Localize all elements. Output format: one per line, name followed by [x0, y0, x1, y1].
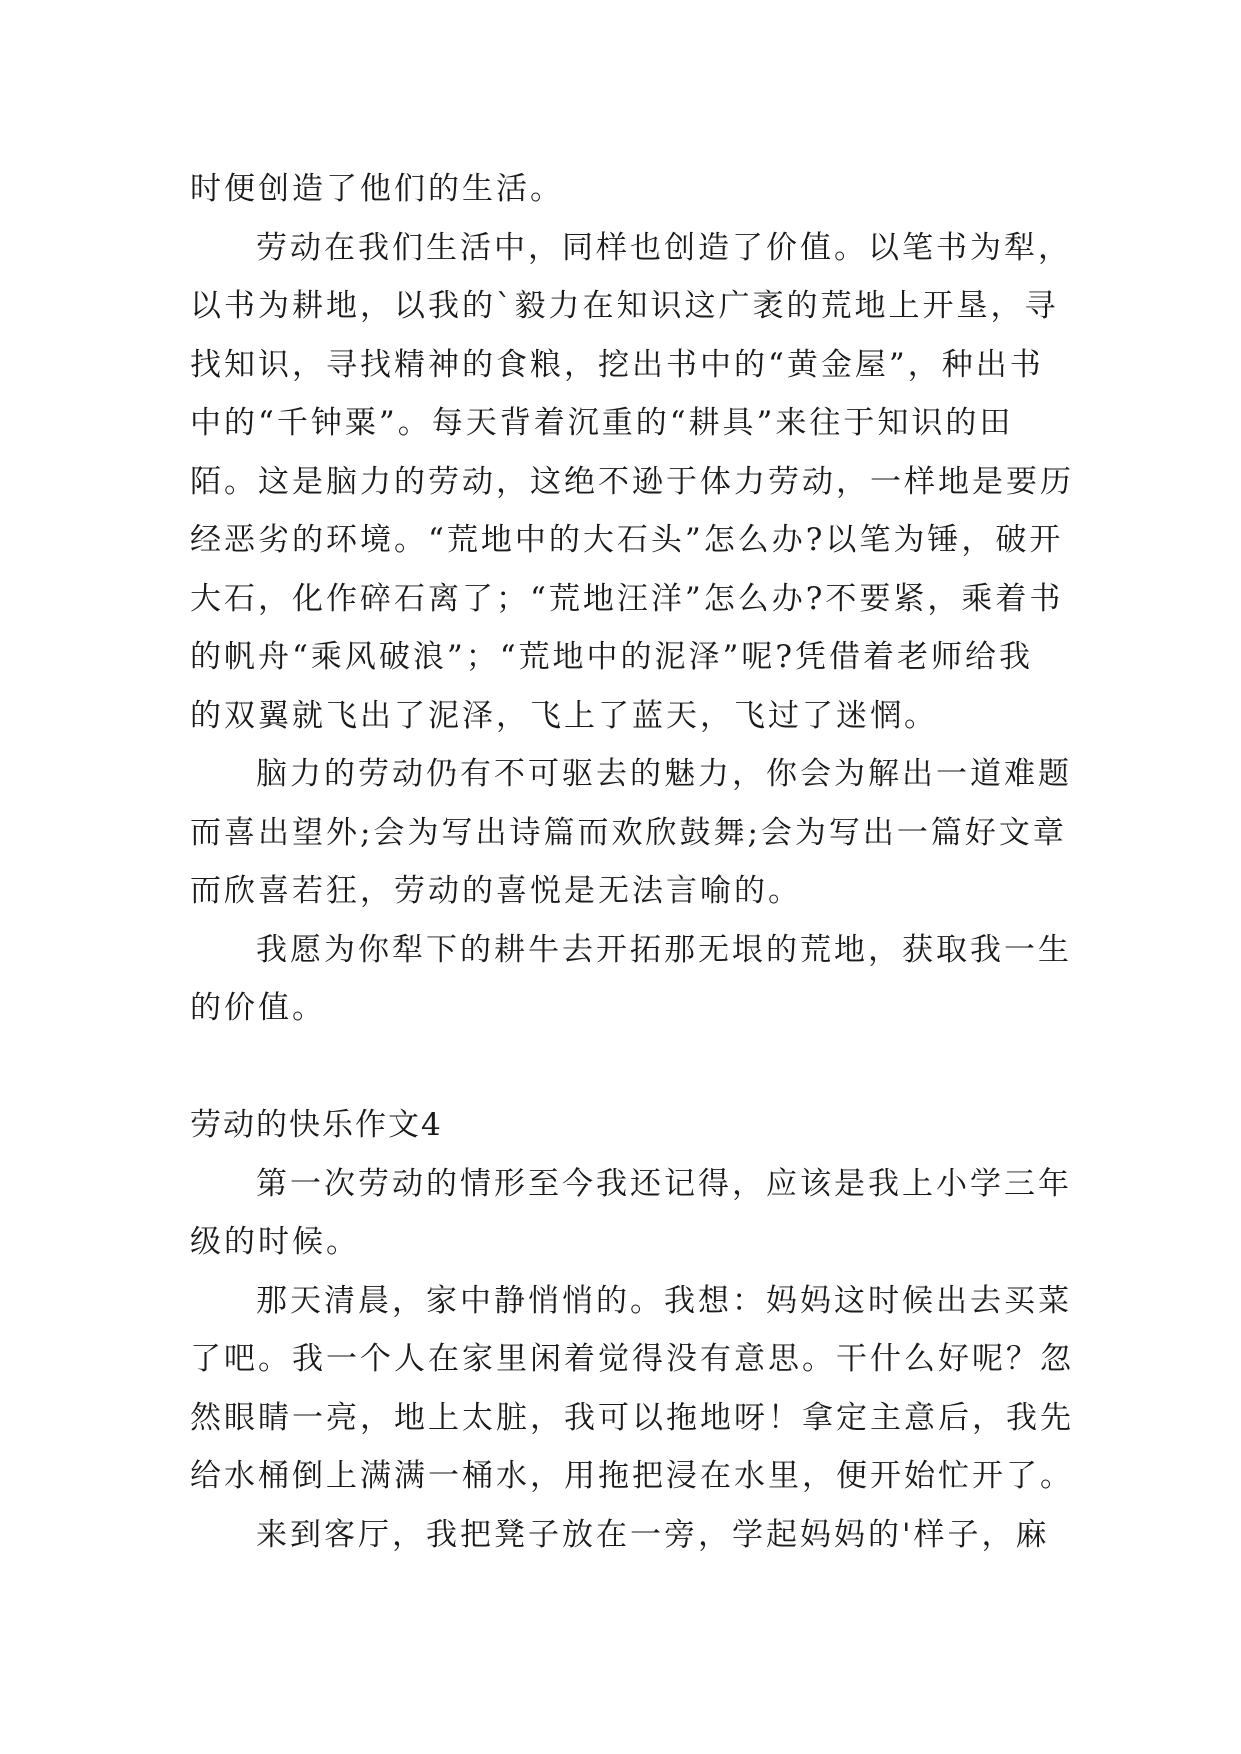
text-line: 我愿为你犁下的耕牛去开拓那无垠的荒地，获取我一生: [256, 931, 1072, 968]
text-line: 了吧。我一个人在家里闲着觉得没有意思。干什么好呢？忽: [190, 1341, 1074, 1377]
paragraph-2: [190, 219, 1074, 746]
section-heading: 劳动的快乐作文4: [190, 1107, 443, 1143]
text-line: 给水桶倒上满满一桶水，用拖把浸在水里，便开始忙开了。: [190, 1458, 1074, 1494]
text-line: 第一次劳动的情形至今我还记得，应该是我上小学三年: [256, 1165, 1072, 1202]
text-line: 来到客厅，我把凳子放在一旁，学起妈妈的'样子，麻: [256, 1516, 1050, 1553]
paragraph-7: [190, 1506, 1070, 1565]
paragraph-4: [190, 921, 1070, 1038]
text-line: 脑力的劳动仍有不可驱去的魅力，你会为解出一道难题: [256, 756, 1072, 792]
text-line: 以书为耕地，以我的`毅力在知识这广袤的荒地上开垦，寻: [190, 288, 1059, 324]
text-line: 的价值。: [190, 990, 326, 1026]
paragraph-6: [190, 1272, 1074, 1506]
text-line: 那天清晨，家中静悄悄的。我想：妈妈这时候出去买菜: [256, 1282, 1072, 1319]
text-line: 而喜出望外;会为写出诗篇而欢欣鼓舞;会为写出一篇好文章: [190, 814, 1067, 851]
text-line: 级的时候。: [190, 1224, 360, 1260]
text-line: 大石，化作碎石离了；“荒地汪洋”怎么办?不要紧，乘着书: [190, 580, 1064, 617]
paragraph-5: [190, 1155, 1070, 1272]
text-line: 然眼睛一亮，地上太脏，我可以拖地呀！拿定主意后，我先: [190, 1399, 1074, 1436]
text-line: 陌。这是脑力的劳动，这绝不逊于体力劳动，一样地是要历: [190, 463, 1074, 500]
document-body: [190, 160, 1074, 1564]
text-line: 时便创造了他们的生活。: [190, 171, 564, 207]
text-line: 劳动在我们生活中，同样也创造了价值。以笔书为犁，: [256, 229, 1072, 266]
text-line: 的帆舟“乘风破浪”；“荒地中的泥泽”呢?凭借着老师给我: [190, 639, 1034, 675]
paragraph-1: [190, 160, 1070, 219]
text-line: 的双翼就飞出了泥泽，飞上了蓝天，飞过了迷惘。: [190, 697, 938, 734]
blank-line: [190, 1038, 1070, 1097]
text-line: 经恶劣的环境。“荒地中的大石头”怎么办?以笔为锤，破开: [190, 522, 1064, 558]
text-line: 中的“千钟粟”。每天背着沉重的“耕具”来往于知识的田: [190, 405, 1014, 441]
text-line: 找知识，寻找精神的食粮，挖出书中的“黄金屋”，种出书: [190, 346, 1044, 383]
paragraph-3: [190, 745, 1070, 921]
text-line: 而欣喜若狂，劳动的喜悦是无法言喻的。: [190, 873, 802, 909]
